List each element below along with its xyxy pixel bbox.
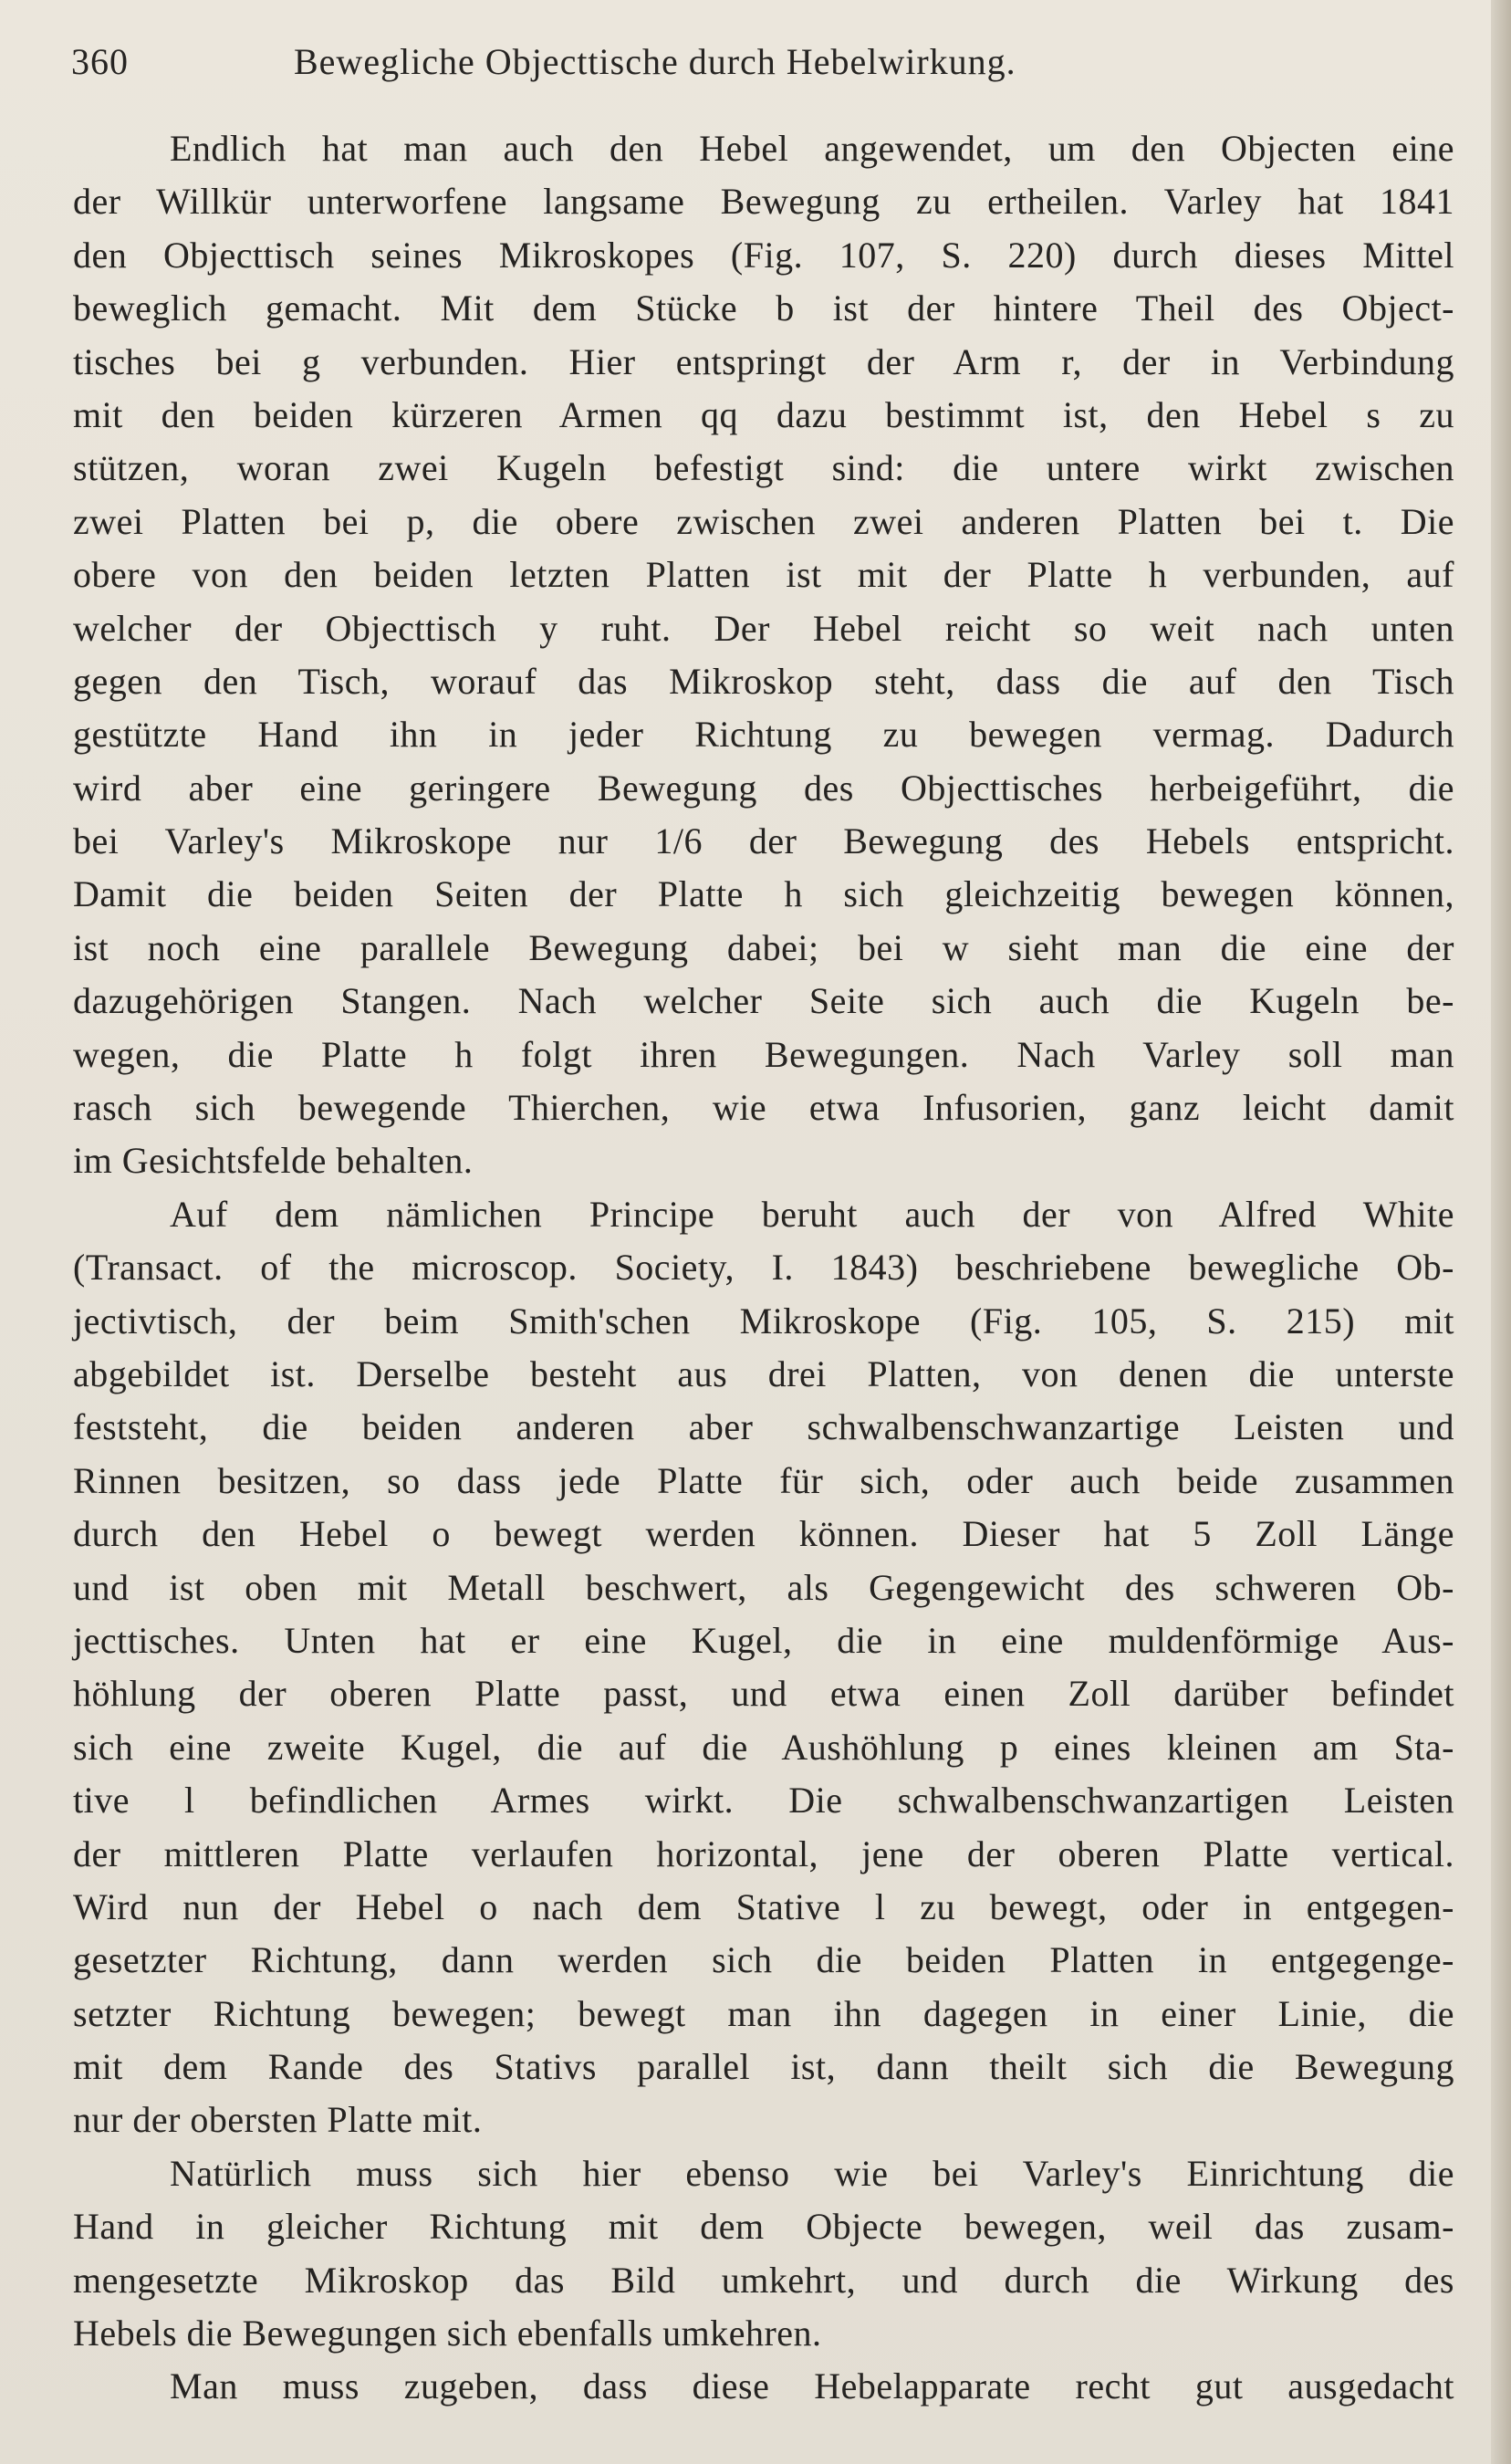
text-line: gesetzter Richtung, dann werden sich die beiden Platten in entgegenge- (73, 1939, 1454, 1981)
paragraph-white (73, 1188, 1454, 2147)
running-head (71, 40, 1440, 95)
text-line: tive l befindlichen Armes wirkt. Die schwalbenschwanzartigen Leisten (73, 1780, 1454, 1822)
text-line: beweglich gemacht. Mit dem Stücke b ist der hintere Theil des Object- (73, 287, 1454, 329)
text-line: setzter Richtung bewegen; bewegt man ihn dagegen in einer Linie, die (73, 1992, 1454, 2034)
text-line: Rinnen besitzen, so dass jede Platte für sich, oder auch beide zusammen (73, 1459, 1454, 1501)
text-line: wegen, die Platte h folgt ihren Bewegungen. Nach Varley soll man (73, 1033, 1454, 1075)
text-line: der Willkür unterworfene langsame Bewegung zu ertheilen. Varley hat 1841 (73, 181, 1454, 223)
text-line: dazugehörigen Stangen. Nach welcher Seite sich auch die Kugeln be- (73, 980, 1454, 1022)
text-line: (Transact. of the microscop. Society, I. 1843) beschriebene bewegliche Ob- (73, 1247, 1454, 1289)
text-line: Man muss zugeben, dass diese Hebelapparate recht gut ausgedacht (170, 2365, 1454, 2407)
text-line: Auf dem nämlichen Principe beruht auch der von Alfred White (170, 1193, 1454, 1235)
text-line: Hebels die Bewegungen sich ebenfalls umkehren. (73, 2313, 822, 2354)
text-line: mengesetzte Mikroskop das Bild umkehrt, und durch die Wirkung des (73, 2259, 1454, 2301)
text-line: tisches bei g verbunden. Hier entspringt der Arm r, der in Verbindung (73, 340, 1454, 382)
paragraph-inversion (73, 2147, 1454, 2361)
text-line: den Objecttisch seines Mikroskopes (Fig. 107, S. 220) durch dieses Mittel (73, 234, 1454, 276)
text-line: feststeht, die beiden anderen aber schwalbenschwanzartige Leisten und (73, 1406, 1454, 1448)
text-line: abgebildet ist. Derselbe besteht aus drei Platten, von denen die unterste (73, 1352, 1454, 1394)
text-line: gegen den Tisch, worauf das Mikroskop steht, dass die auf den Tisch (73, 660, 1454, 702)
text-line: Natürlich muss sich hier ebenso wie bei Varley's Einrichtung die (170, 2152, 1454, 2194)
text-line: Hand in gleicher Richtung mit dem Objecte bewegen, weil das zusam- (73, 2206, 1454, 2248)
paragraph-varley (73, 122, 1454, 1188)
text-line: mit den beiden kürzeren Armen qq dazu bestimmt ist, den Hebel s zu (73, 393, 1454, 435)
text-line: obere von den beiden letzten Platten ist mit der Platte h verbunden, auf (73, 554, 1454, 596)
paragraph-conclusion (73, 2360, 1454, 2413)
page-number: 360 (71, 41, 129, 82)
text-line: sich eine zweite Kugel, die auf die Aushöhlung p eines kleinen am Sta- (73, 1726, 1454, 1768)
text-line: der mittleren Platte verlaufen horizontal, jene der oberen Platte vertical. (73, 1832, 1454, 1874)
text-line: nur der obersten Platte mit. (73, 2099, 483, 2141)
body-text (73, 122, 1454, 2414)
running-title: Bewegliche Objecttische durch Hebelwirkung. (294, 41, 1016, 82)
text-line: zwei Platten bei p, die obere zwischen zwei anderen Platten bei t. Die (73, 500, 1454, 542)
text-line: bei Varley's Mikroskope nur 1/6 der Bewegung des Hebels entspricht. (73, 820, 1454, 862)
page-edge (1491, 0, 1511, 2464)
text-line: gestützte Hand ihn in jeder Richtung zu bewegen vermag. Dadurch (73, 714, 1454, 756)
text-line: ist noch eine parallele Bewegung dabei; bei w sieht man die eine der (73, 926, 1454, 968)
text-line: höhlung der oberen Platte passt, und etwa einen Zoll darüber befindet (73, 1673, 1454, 1715)
text-line: rasch sich bewegende Thierchen, wie etwa Infusorien, ganz leicht damit (73, 1087, 1454, 1129)
text-line: mit dem Rande des Stativs parallel ist, dann theilt sich die Bewegung (73, 2046, 1454, 2088)
text-line: im Gesichtsfelde behalten. (73, 1140, 474, 1182)
text-line: durch den Hebel o bewegt werden können. Dieser hat 5 Zoll Länge (73, 1513, 1454, 1555)
text-line: Damit die beiden Seiten der Platte h sich gleichzeitig bewegen können, (73, 873, 1454, 915)
text-line: jecttisches. Unten hat er eine Kugel, die in eine muldenförmige Aus- (73, 1619, 1454, 1661)
text-line: und ist oben mit Metall beschwert, als Gegengewicht des schweren Ob- (73, 1566, 1454, 1608)
text-line: Wird nun der Hebel o nach dem Stative l zu bewegt, oder in entgegen- (73, 1885, 1454, 1927)
text-line: welcher der Objecttisch y ruht. Der Hebel reicht so weit nach unten (73, 607, 1454, 649)
text-line: Endlich hat man auch den Hebel angewendet, um den Objecten eine (170, 128, 1454, 169)
text-line: jectivtisch, der beim Smith'schen Mikroskope (Fig. 105, S. 215) mit (73, 1300, 1454, 1342)
text-line: stützen, woran zwei Kugeln befestigt sind: die untere wirkt zwischen (73, 447, 1454, 489)
text-line: wird aber eine geringere Bewegung des Objecttisches herbeigeführt, die (73, 767, 1454, 809)
